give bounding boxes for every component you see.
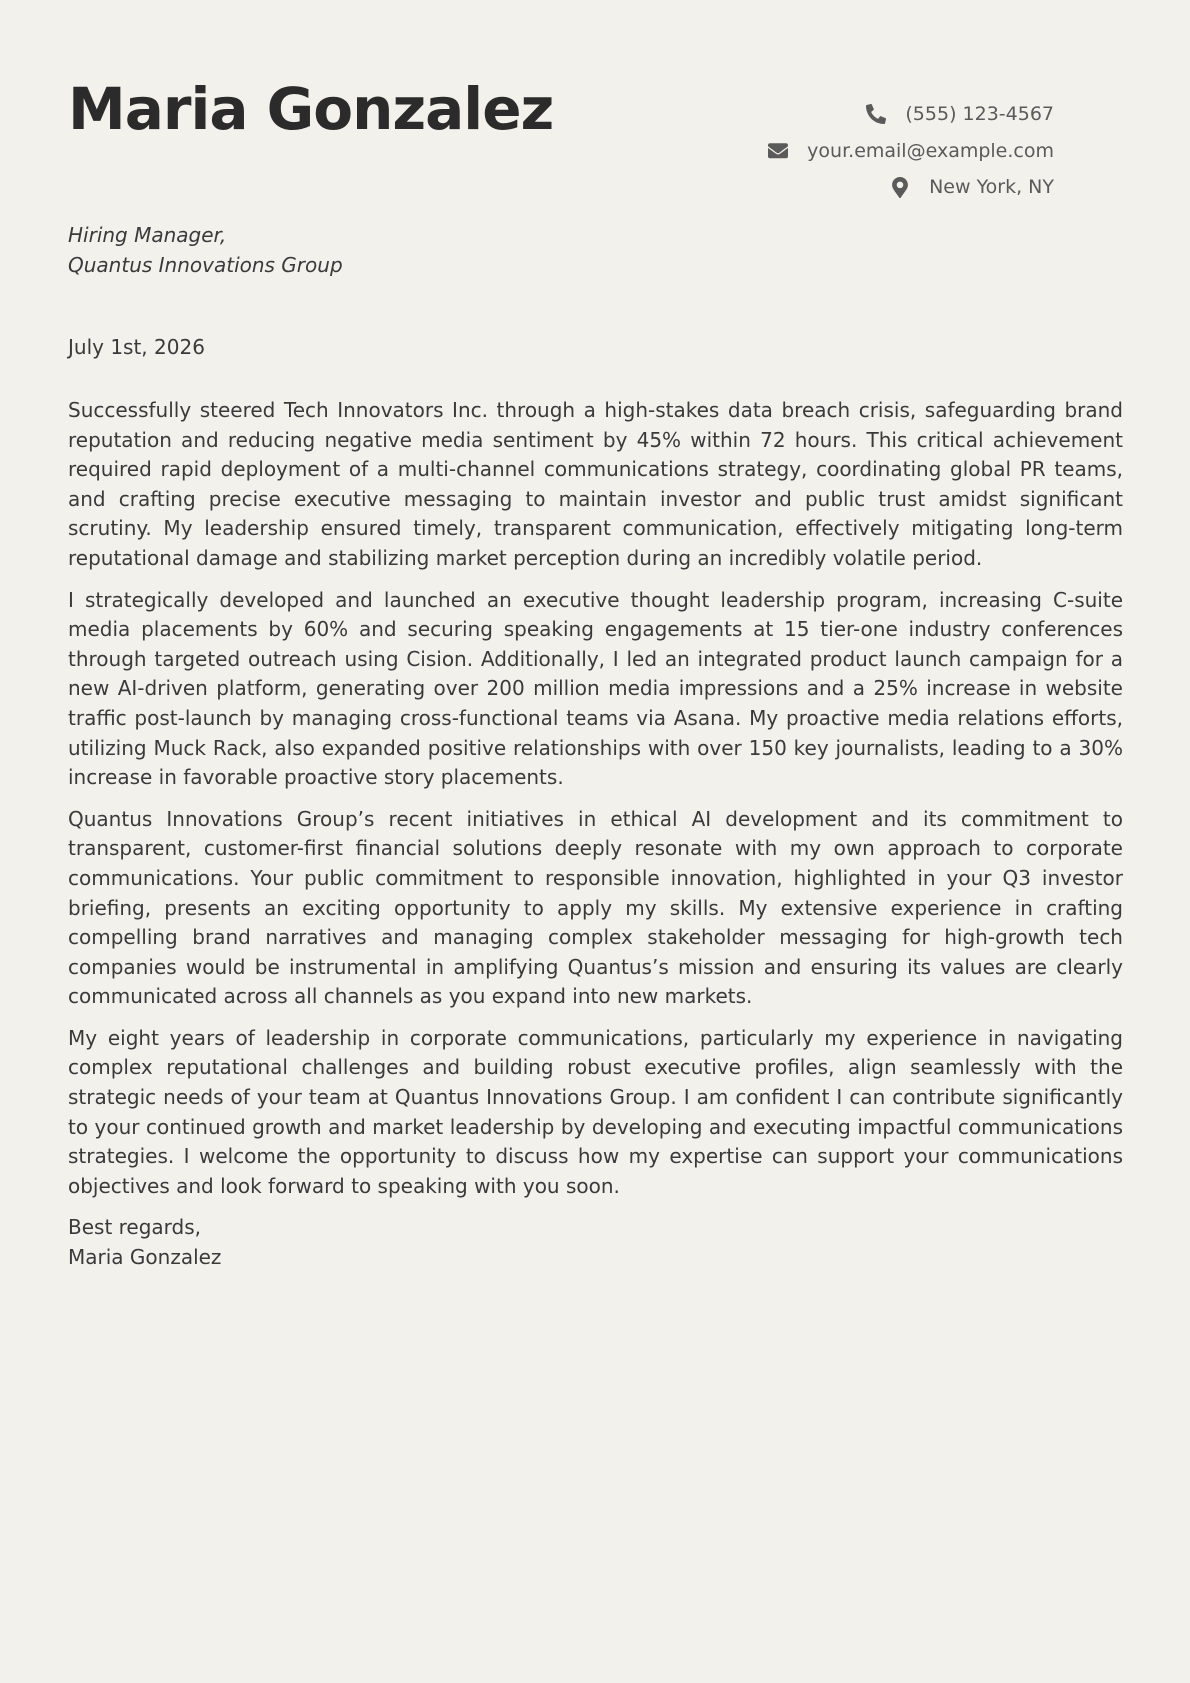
closing-signature: Maria Gonzalez (68, 1245, 222, 1270)
body-paragraph: Quantus Innovations Group’s recent initiatives in ethical AI development and its commitment to transparent, customer-first financial solutions deeply resonate with my own approach to corporate communications. Your public commitment to responsible innovation, highlighted in your Q3 investor briefing, presents an exciting opportunity to apply my skills. My extensive experience in crafting compelling brand narratives and managing complex stakeholder messaging for high-growth tech companies would be instrumental in amplifying Quantus’s mission and ensuring its values are clearly communicated across all channels as you expand into new markets. (68, 806, 1123, 1009)
letter-header (68, 0, 1122, 200)
envelope-icon (767, 140, 789, 162)
body-paragraph: My eight years of leadership in corporate communications, particularly my experience in navigating complex reputational challenges and building robust executive profiles, align seamlessly with the strategic needs of your team at Quantus Innovations Group. I am confident I can contribute significantly to your continued growth and market leadership by developing and executing impactful communications strategies. I welcome the opportunity to discuss how my expertise can support your communications objectives and look forward to speaking with you soon. (68, 1025, 1123, 1198)
closing-salutation: Best regards, (68, 1215, 202, 1240)
location-text: New York, NY (929, 176, 1054, 199)
phone-text: (555) 123-4567 (905, 103, 1054, 126)
letter-date: July 1st, 2026 (68, 335, 205, 359)
contact-location (767, 169, 1054, 206)
recipient-block (68, 220, 343, 280)
applicant-name: Maria Gonzalez (68, 75, 554, 143)
contact-info (767, 96, 1054, 206)
email-text: your.email@example.com (807, 139, 1054, 162)
letter-closing (68, 1213, 1123, 1272)
recipient-company: Quantus Innovations Group (68, 253, 343, 277)
map-pin-icon (889, 176, 911, 198)
contact-phone (767, 96, 1054, 133)
phone-icon (865, 103, 887, 125)
contact-email (767, 133, 1054, 170)
body-paragraph: I strategically developed and launched an executive thought leadership program, increasing C-suite media placements by 60% and securing speaking engagements at 15 tier-one industry conferences through targeted outreach using Cision. Additionally, I led an integrated product launch campaign for a new AI-driven platform, generating over 200 million media impressions and a 25% increase in website traffic post-launch by managing cross-functional teams via Asana. My proactive media relations efforts, utilizing Muck Rack, also expanded positive relationships with over 150 key journalists, leading to a 30% increase in favorable proactive story placements. (68, 587, 1123, 790)
recipient-title: Hiring Manager, (68, 223, 227, 247)
body-paragraph: Successfully steered Tech Innovators Inc. through a high-stakes data breach crisis, safeguarding brand reputation and reducing negative media sentiment by 45% within 72 hours. This critical achievement required rapid deployment of a multi-channel communications strategy, coordinating global PR teams, and crafting precise executive messaging to maintain investor and public trust amidst significant scrutiny. My leadership ensured timely, transparent communication, effectively mitigating long-term reputational damage and stabilizing market perception during an incredibly volatile period. (68, 398, 1123, 570)
letter-body (68, 396, 1123, 1273)
